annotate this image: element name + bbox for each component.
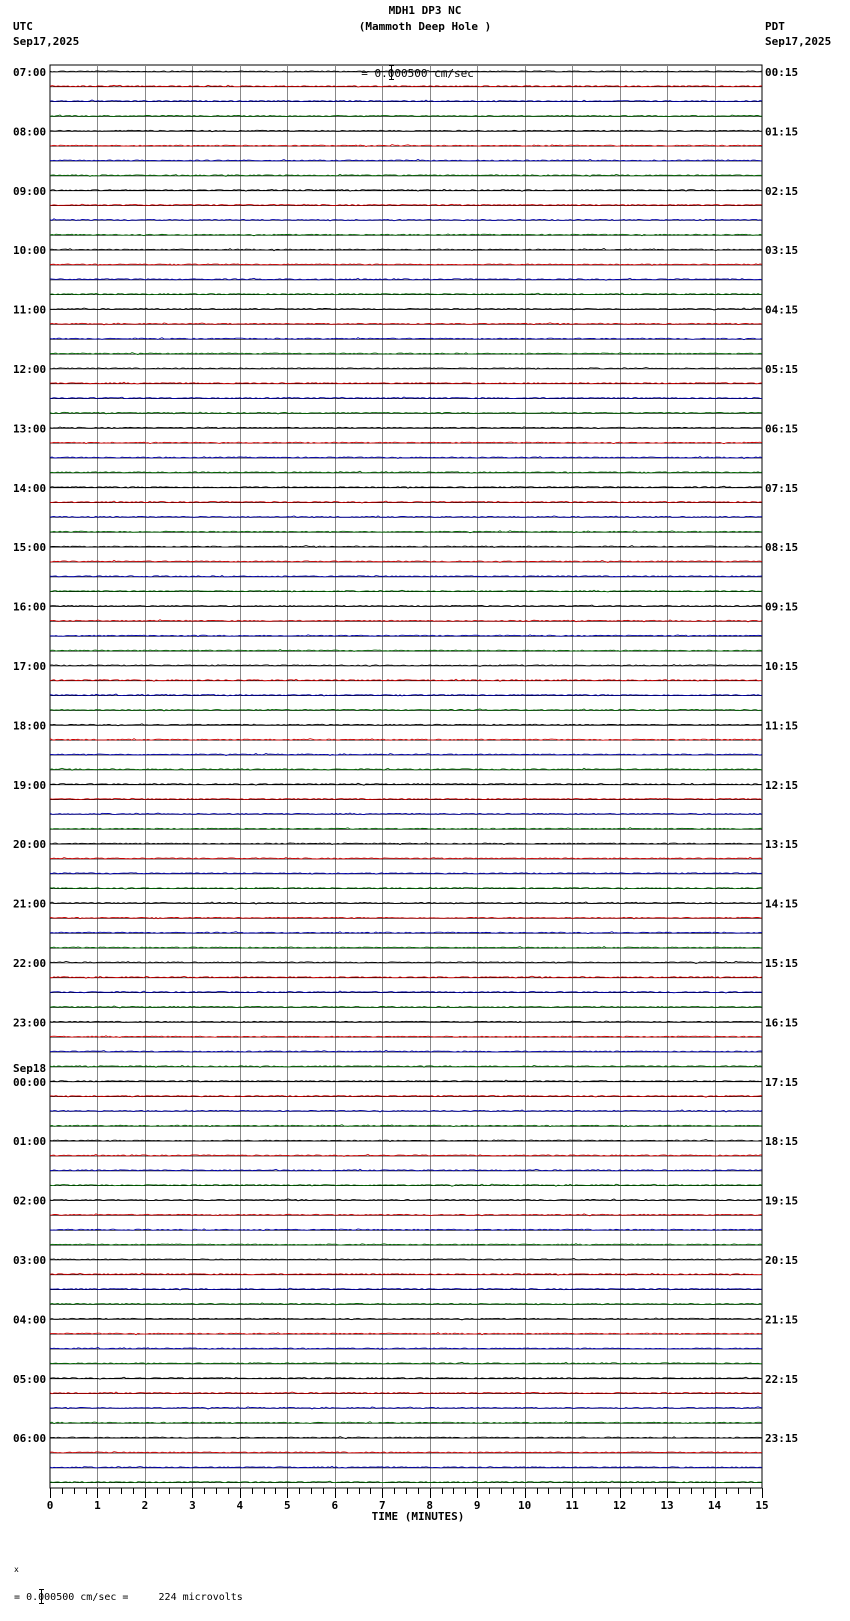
pdt-hour-label: 16:15 <box>765 1016 799 1030</box>
utc-hour-label: 17:00 <box>13 660 47 673</box>
utc-hour-label: 20:00 <box>13 838 47 852</box>
pdt-hour-label: 11:15 <box>765 719 799 733</box>
pdt-hour-label: 21:15 <box>765 1313 799 1327</box>
pdt-hour-label: 03:15 <box>765 244 799 258</box>
utc-date-label: Sep17,2025 <box>13 35 80 48</box>
pdt-date-label: Sep17,2025 <box>765 35 832 48</box>
pdt-timezone-label: PDT <box>765 20 785 33</box>
pdt-hour-label: 01:15 <box>765 125 799 139</box>
pdt-hour-label: 15:15 <box>765 957 799 970</box>
utc-hour-label: 06:00 <box>13 1432 47 1446</box>
x-tick-label: 6 <box>331 1499 339 1512</box>
x-tick-label: 7 <box>378 1499 386 1512</box>
utc-hour-label: 09:00 <box>13 184 47 198</box>
utc-hour-label: 11:00 <box>13 303 47 317</box>
pdt-hour-label: 06:15 <box>765 422 799 436</box>
pdt-hour-label: 05:15 <box>765 363 799 376</box>
x-tick-label: 9 <box>473 1499 481 1512</box>
x-tick-label: 10 <box>518 1499 532 1512</box>
utc-hour-label: 04:00 <box>13 1313 47 1327</box>
utc-timezone-label: UTC <box>13 20 33 33</box>
utc-hour-label: 21:00 <box>13 897 47 911</box>
pdt-hour-label: 23:15 <box>765 1432 799 1446</box>
footer-scale-legend <box>2 1550 243 1604</box>
x-tick-label: 15 <box>755 1499 769 1512</box>
pdt-hour-label: 04:15 <box>765 303 799 317</box>
pdt-hour-label: 12:15 <box>765 778 799 792</box>
pdt-hour-label: 02:15 <box>765 184 799 198</box>
seismic-trace <box>50 1259 762 1260</box>
x-tick-label: 13 <box>660 1499 674 1512</box>
x-tick-label: 14 <box>707 1499 722 1512</box>
utc-hour-label: 10:00 <box>13 244 47 258</box>
x-tick-label: 4 <box>236 1499 244 1512</box>
utc-hour-label: 00:00 <box>13 1075 47 1089</box>
utc-hour-label: 08:00 <box>13 125 47 139</box>
utc-hour-label: 18:00 <box>13 719 47 733</box>
x-tick-label: 8 <box>426 1499 434 1512</box>
utc-hour-label: 23:00 <box>13 1016 47 1030</box>
utc-hour-label: 15:00 <box>13 541 47 555</box>
scale-legend-text: = 0.000500 cm/sec <box>361 67 474 80</box>
pdt-hour-label: 22:15 <box>765 1372 799 1386</box>
utc-hour-label: 12:00 <box>13 363 47 376</box>
utc-hour-label: 13:00 <box>13 422 47 436</box>
seismic-trace <box>50 1050 762 1052</box>
pdt-hour-label: 07:15 <box>765 481 799 495</box>
x-tick-label: 12 <box>612 1499 627 1512</box>
x-tick-label: 11 <box>565 1499 579 1512</box>
date-change-label: Sep18 <box>13 1061 47 1075</box>
seismic-trace <box>50 159 762 161</box>
utc-hour-label: 14:00 <box>13 481 47 495</box>
x-tick-label: 2 <box>141 1499 149 1512</box>
x-tick-label: 5 <box>284 1499 291 1512</box>
pdt-hour-label: 19:15 <box>765 1194 799 1208</box>
utc-hour-label: 07:00 <box>13 66 47 79</box>
station-title: MDH1 DP3 NC <box>388 4 462 17</box>
x-axis-label: TIME (MINUTES) <box>371 1510 465 1523</box>
pdt-hour-label: 14:15 <box>765 897 799 911</box>
pdt-hour-label: 00:15 <box>765 66 799 79</box>
utc-hour-label: 16:00 <box>13 600 47 614</box>
footer-marker-icon: x <box>14 1565 19 1574</box>
pdt-hour-label: 17:15 <box>765 1075 799 1089</box>
x-tick-label: 1 <box>94 1499 101 1512</box>
utc-hour-label: 01:00 <box>13 1135 47 1149</box>
pdt-hour-label: 18:15 <box>765 1135 799 1149</box>
x-tick-label: 3 <box>189 1499 196 1512</box>
station-subtitle: (Mammoth Deep Hole ) <box>358 20 492 33</box>
x-tick-label: 0 <box>46 1499 54 1512</box>
utc-hour-label: 03:00 <box>13 1254 47 1267</box>
pdt-hour-label: 20:15 <box>765 1254 799 1267</box>
utc-hour-label: 22:00 <box>13 957 47 970</box>
utc-hour-label: 19:00 <box>13 778 47 792</box>
utc-hour-label: 05:00 <box>13 1372 47 1386</box>
footer-scale-text: = 0.000500 cm/sec = 224 microvolts <box>14 1592 243 1603</box>
pdt-hour-label: 13:15 <box>765 838 799 852</box>
pdt-hour-label: 08:15 <box>765 541 799 555</box>
utc-hour-label: 02:00 <box>13 1194 47 1208</box>
pdt-hour-label: 09:15 <box>765 600 799 614</box>
pdt-hour-label: 10:15 <box>765 660 799 673</box>
seismic-trace <box>50 397 762 399</box>
